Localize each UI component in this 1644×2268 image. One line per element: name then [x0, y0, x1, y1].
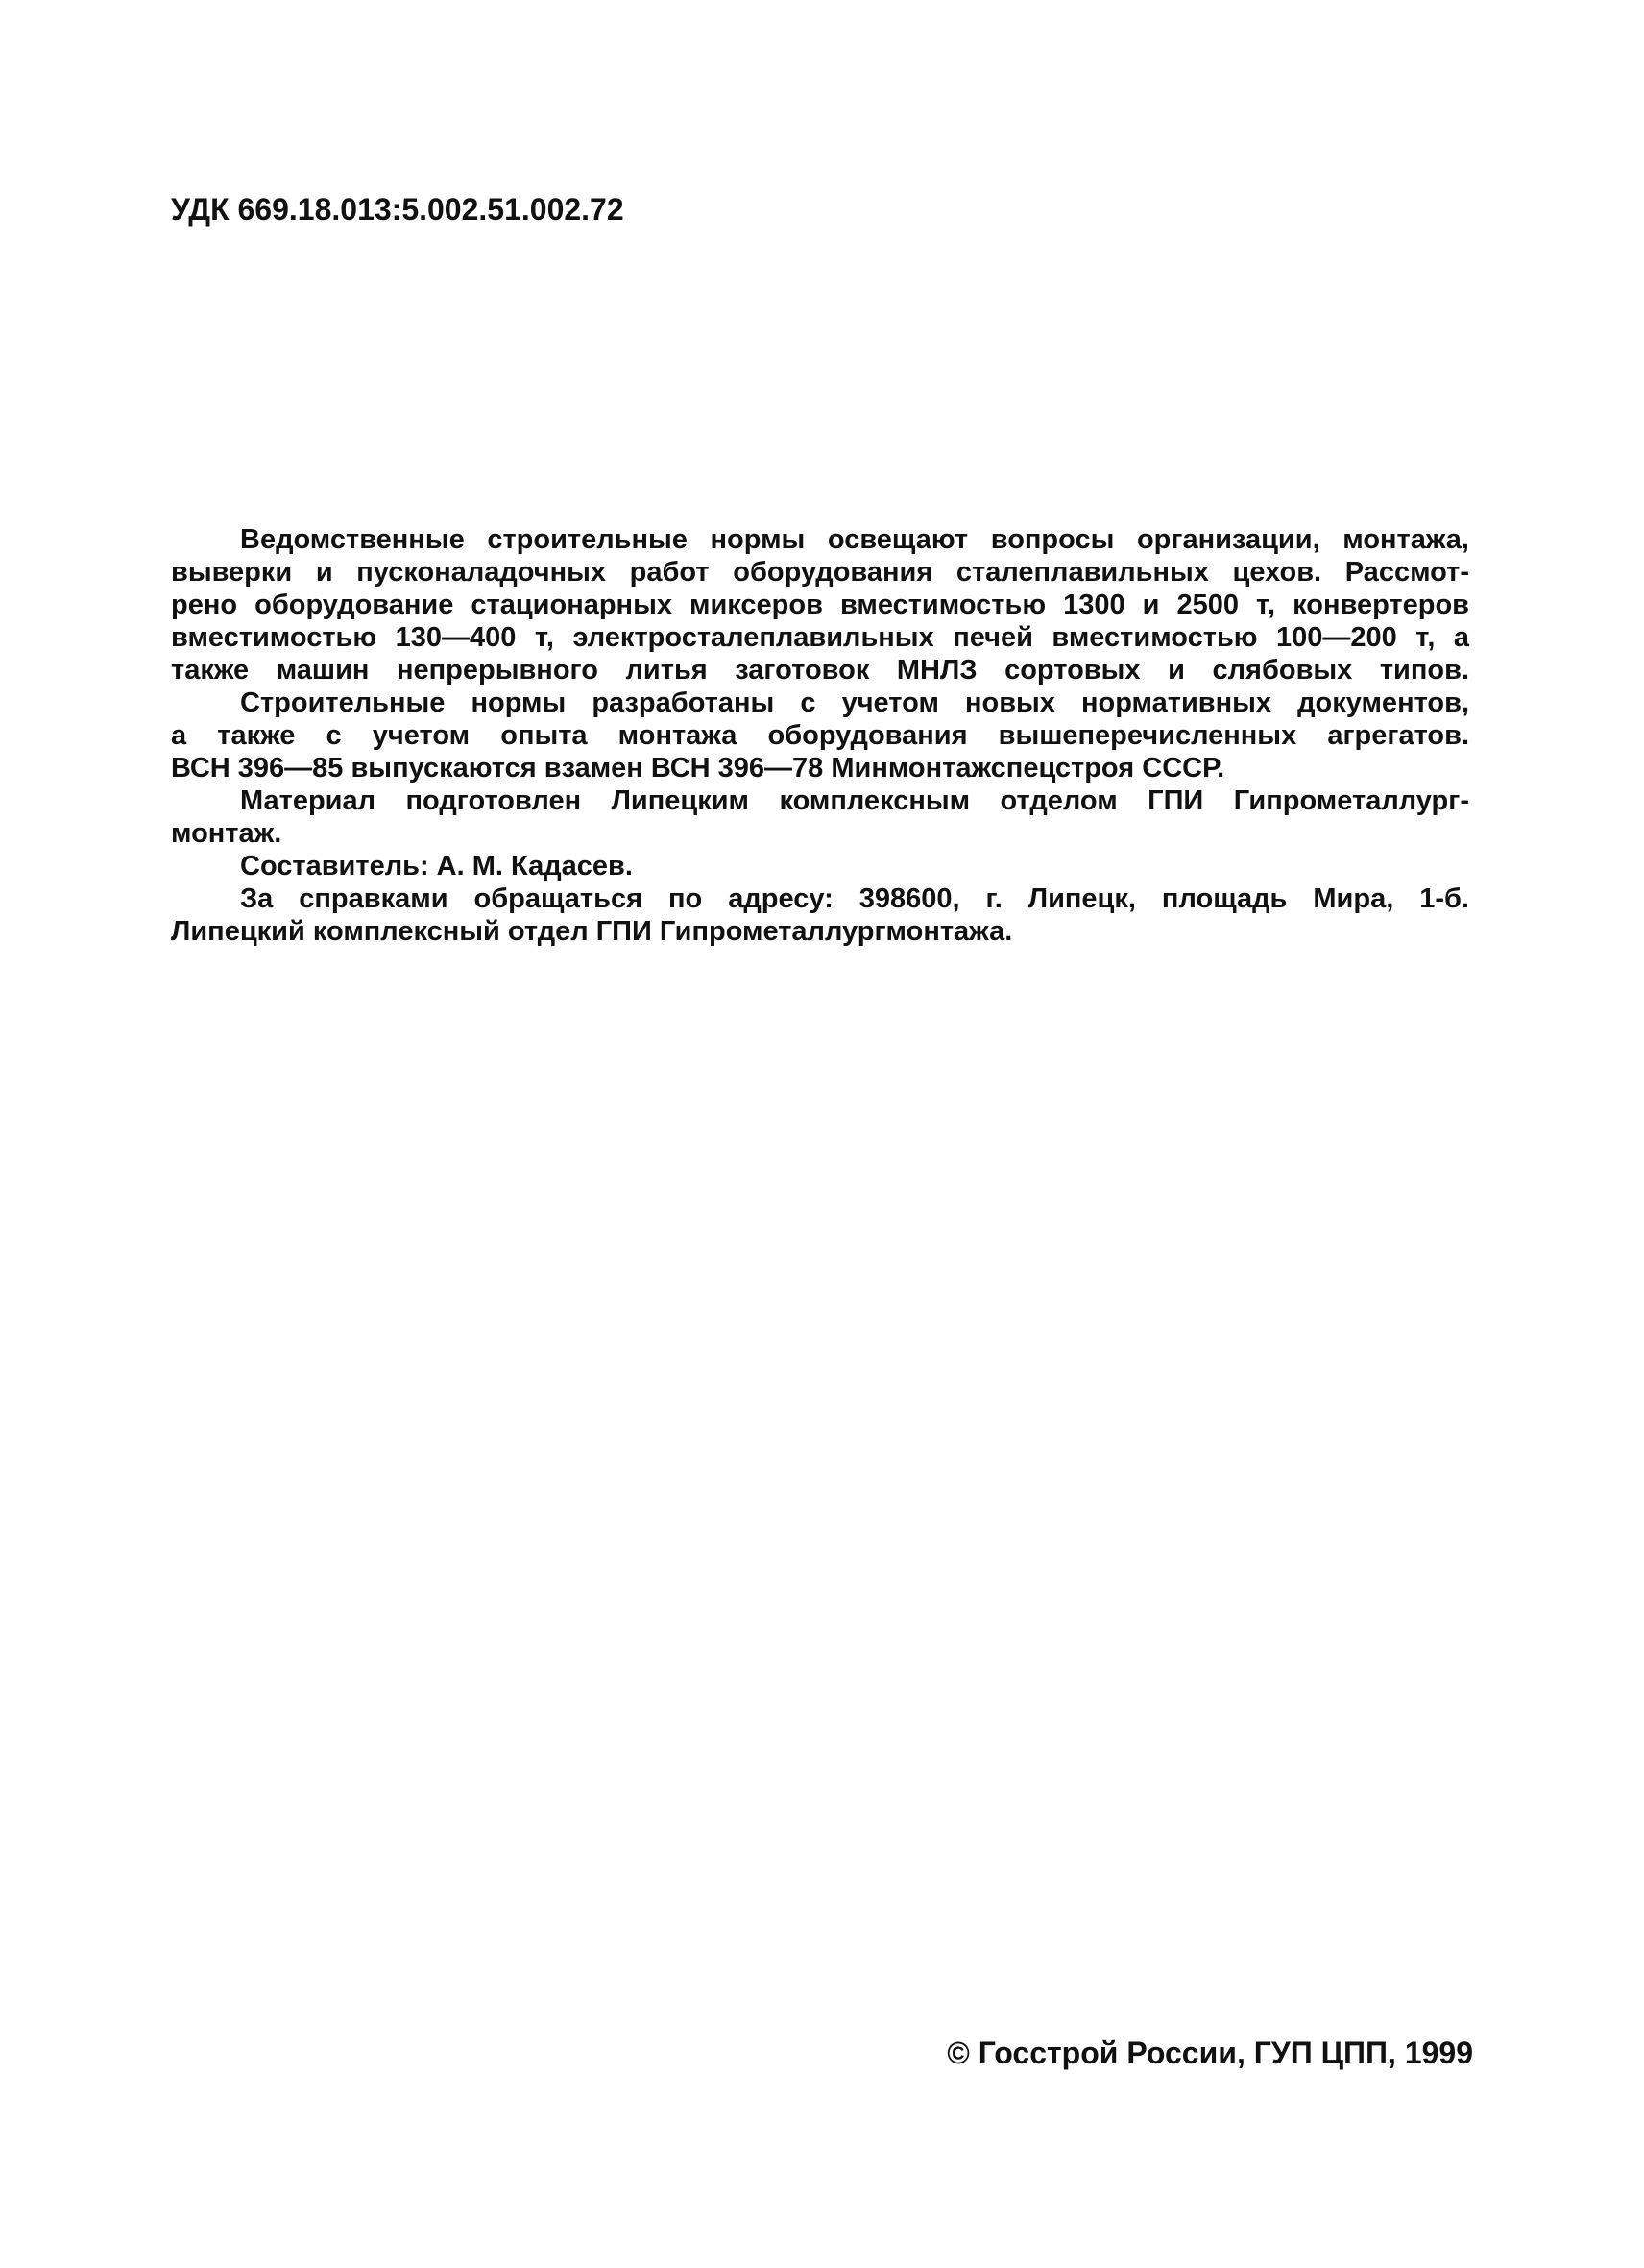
- text-line: За справками обращаться по адресу: 398600, г. Липецк, площадь Мира, 1-б.: [240, 883, 1469, 914]
- annotation-text: [171, 523, 1469, 948]
- copyright-notice: © Госстрой России, ГУП ЦПП, 1999: [947, 2036, 1473, 2070]
- text-line: вместимостью 130—400 т, электросталеплавильных печей вместимостью 100—200 т, а: [171, 622, 1469, 653]
- text-line: также машин непрерывного литья заготовок МНЛЗ сортовых и слябовых типов.: [171, 655, 1469, 686]
- text-line: Составитель: А. М. Кадасев.: [240, 851, 633, 881]
- text-line: монтаж.: [171, 818, 282, 849]
- text-line: Ведомственные строительные нормы освещают вопросы организации, монтажа,: [240, 524, 1469, 555]
- text-line: выверки и пусконаладочных работ оборудования сталеплавильных цехов. Рассмот-: [171, 557, 1469, 588]
- text-line: ВСН 396—85 выпускаются взамен ВСН 396—78 Минмонтажспецстроя СССР.: [171, 753, 1225, 784]
- text-line: Материал подготовлен Липецким комплексным отделом ГПИ Гипрометаллург-: [240, 785, 1469, 816]
- text-line: а также с учетом опыта монтажа оборудования вышеперечисленных агрегатов.: [171, 720, 1469, 751]
- text-line: рено оборудование стационарных миксеров вместимостью 1300 и 2500 т, конвертеров: [171, 590, 1469, 620]
- text-line: Липецкий комплексный отдел ГПИ Гипрометаллургмонтажа.: [171, 916, 1013, 947]
- text-line: Строительные нормы разработаны с учетом новых нормативных документов,: [240, 688, 1469, 718]
- udk-code: УДК 669.18.013:5.002.51.002.72: [171, 192, 624, 227]
